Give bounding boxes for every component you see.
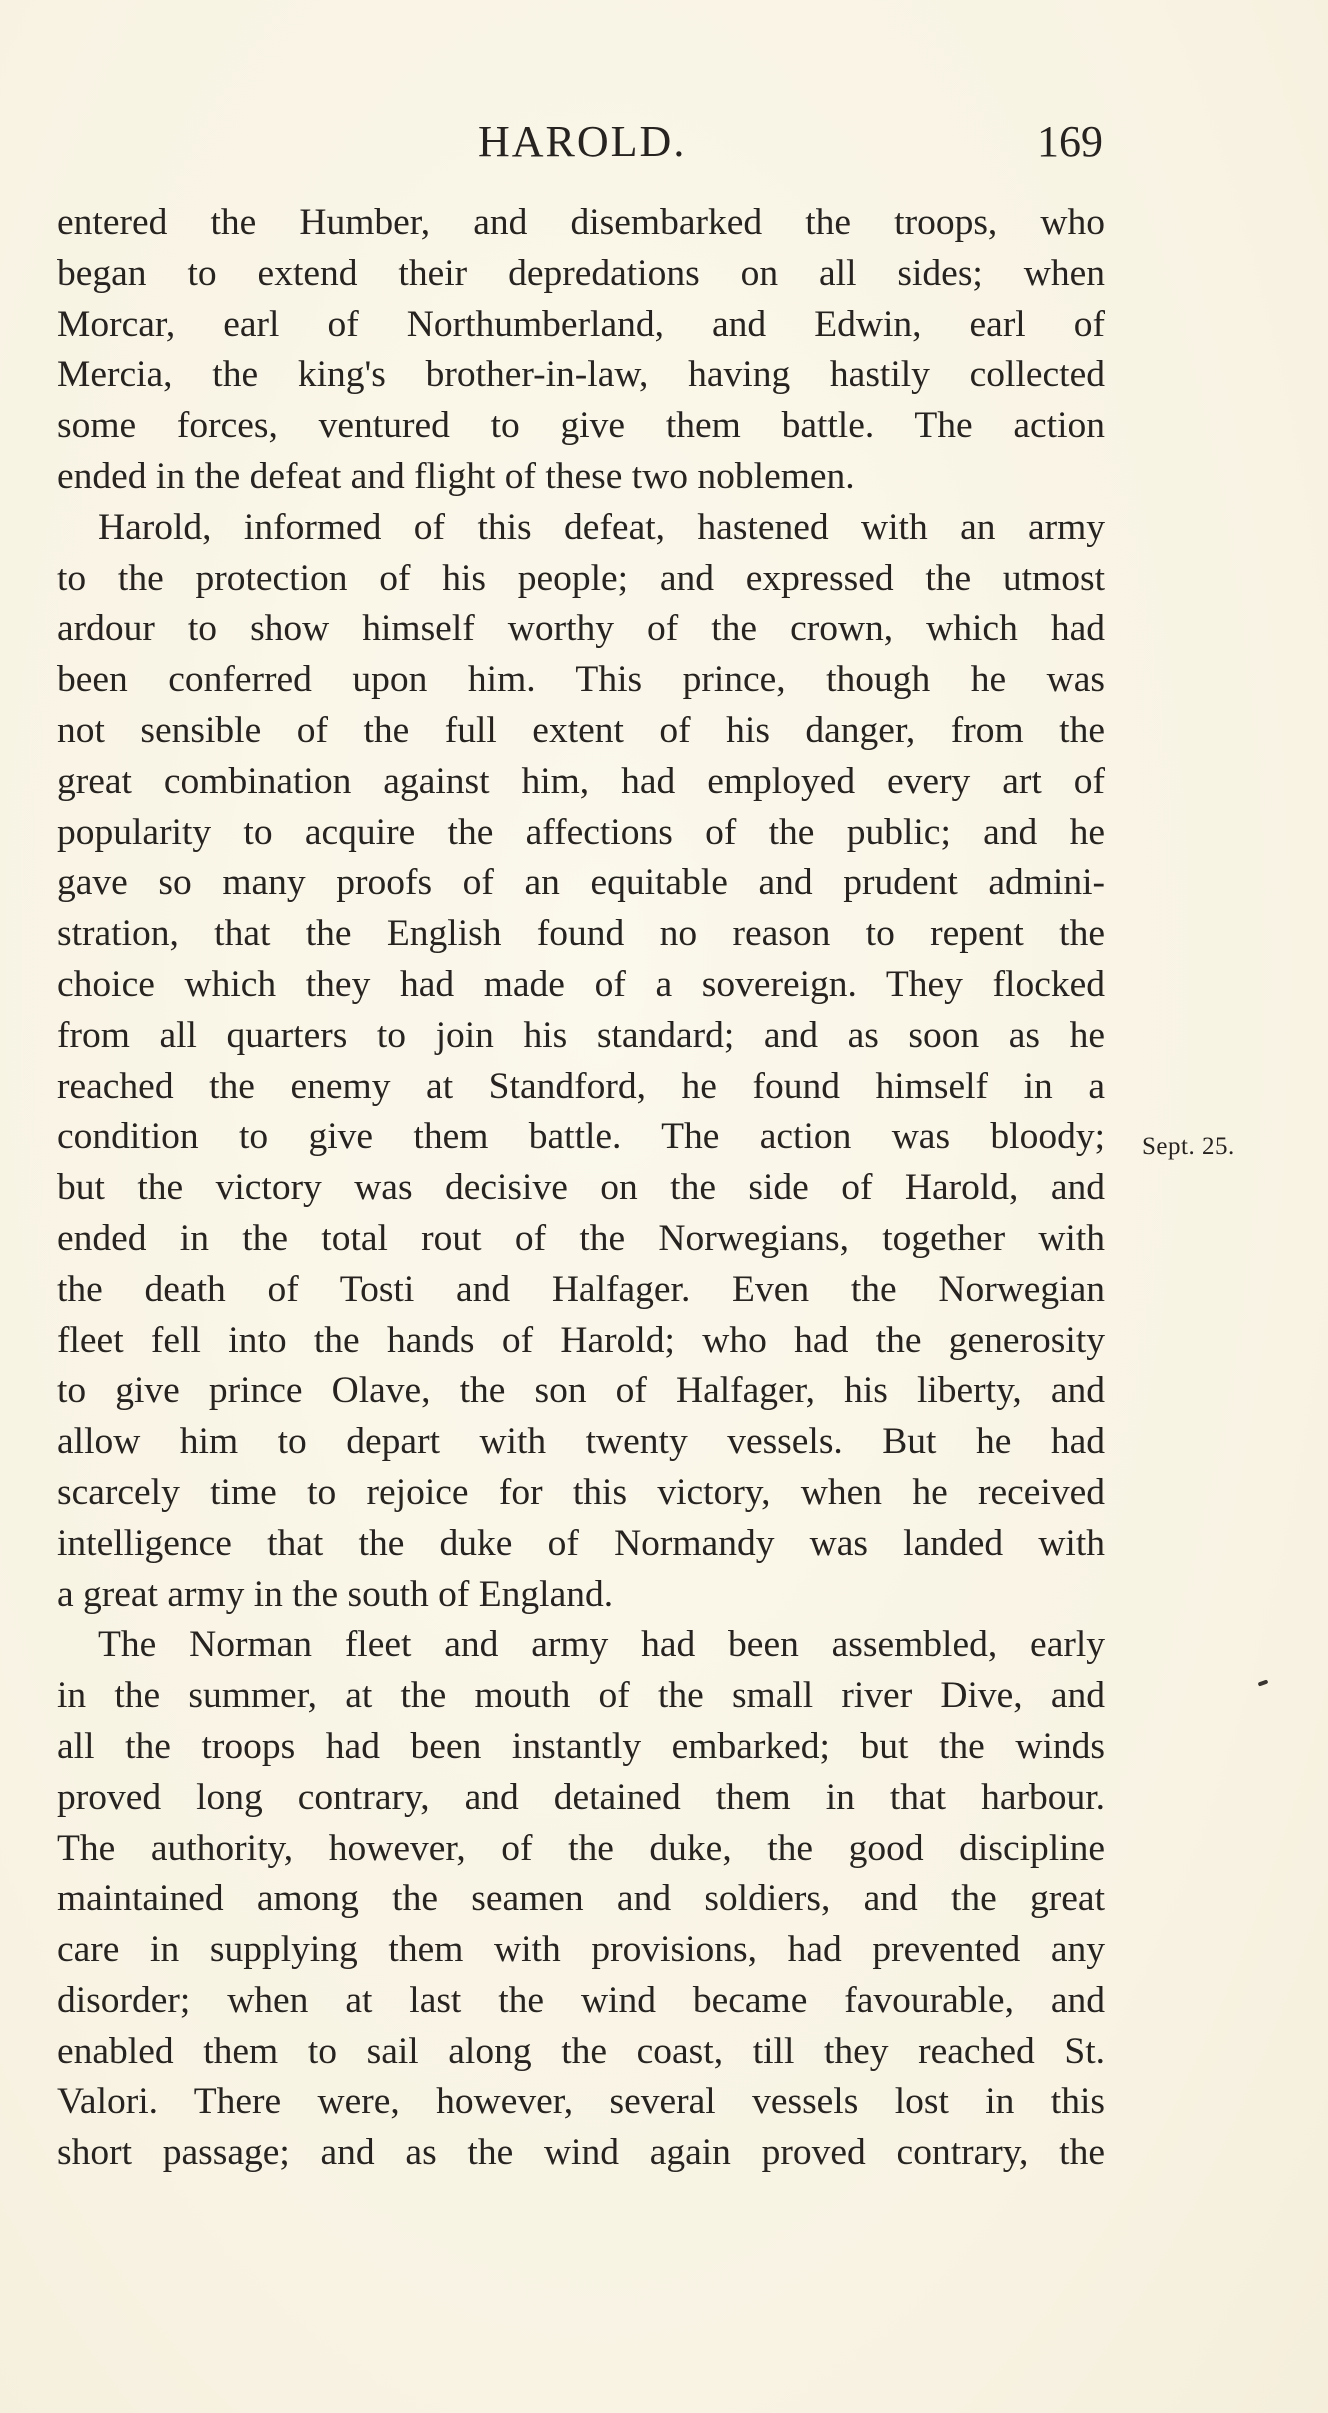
- text-line: The Norman fleet and army had been assembled, early: [98, 1624, 1105, 1666]
- text-line: but the victory was decisive on the side of Harold, and: [57, 1167, 1105, 1209]
- text-line: in the summer, at the mouth of the small river Dive, and: [57, 1675, 1105, 1717]
- body-text: [57, 198, 1105, 2179]
- text-line: allow him to depart with twenty vessels. But he had: [57, 1421, 1105, 1463]
- running-title: HAROLD.: [478, 117, 687, 166]
- text-line: ended in the defeat and flight of these two noblemen.: [57, 455, 855, 497]
- text-line: a great army in the south of England.: [57, 1573, 614, 1615]
- text-line: proved long contrary, and detained them in that harbour.: [57, 1776, 1105, 1818]
- text-line: Morcar, earl of Northumberland, and Edwin, earl of: [57, 303, 1105, 345]
- text-line: some forces, ventured to give them battle. The action: [57, 405, 1105, 447]
- text-line: condition to give them battle. The action was bloody;: [57, 1116, 1105, 1158]
- text-line: fleet fell into the hands of Harold; who had the generosity: [57, 1319, 1105, 1361]
- text-line: began to extend their depredations on all sides; when: [57, 252, 1105, 294]
- page-number: 169: [1037, 117, 1103, 166]
- text-line: intelligence that the duke of Normandy was landed with: [57, 1522, 1105, 1564]
- text-line: ardour to show himself worthy of the crown, which had: [57, 608, 1105, 650]
- text-line: stration, that the English found no reason to repent the: [57, 913, 1105, 955]
- text-line: Mercia, the king's brother-in-law, having hastily collected: [57, 354, 1105, 396]
- text-line: gave so many proofs of an equitable and prudent admini-: [57, 862, 1105, 904]
- text-line: to the protection of his people; and expressed the utmost: [57, 557, 1105, 599]
- text-line: to give prince Olave, the son of Halfager, his liberty, and: [57, 1370, 1105, 1412]
- text-line: all the troops had been instantly embarked; but the winds: [57, 1725, 1105, 1767]
- ink-speck: [1258, 1679, 1269, 1686]
- text-line: scarcely time to rejoice for this victory, when he received: [57, 1471, 1105, 1513]
- text-line: Harold, informed of this defeat, hastened with an army: [98, 506, 1105, 548]
- text-line: maintained among the seamen and soldiers, and the great: [57, 1878, 1105, 1920]
- margin-note-date: Sept. 25.: [1142, 1133, 1235, 1160]
- text-line: not sensible of the full extent of his danger, from the: [57, 709, 1105, 751]
- text-line: been conferred upon him. This prince, though he was: [57, 659, 1105, 701]
- text-line: reached the enemy at Standford, he found himself in a: [57, 1065, 1105, 1107]
- text-line: entered the Humber, and disembarked the troops, who: [57, 202, 1105, 243]
- text-line: care in supplying them with provisions, had prevented any: [57, 1929, 1105, 1971]
- text-line: the death of Tosti and Halfager. Even the Norwegian: [57, 1268, 1105, 1310]
- text-line: short passage; and as the wind again proved contrary, the: [57, 2132, 1105, 2174]
- text-line: disorder; when at last the wind became favourable, and: [57, 1979, 1105, 2021]
- text-line: great combination against him, had employed every art of: [57, 760, 1105, 802]
- text-line: Valori. There were, however, several vessels lost in this: [57, 2081, 1105, 2123]
- page-header: [0, 112, 1328, 172]
- text-line: popularity to acquire the affections of the public; and he: [57, 811, 1105, 853]
- text-line: enabled them to sail along the coast, till they reached St.: [57, 2030, 1105, 2072]
- text-line: ended in the total rout of the Norwegians, together with: [57, 1217, 1105, 1259]
- text-line: The authority, however, of the duke, the good discipline: [57, 1827, 1105, 1869]
- text-line: choice which they had made of a sovereign. They flocked: [57, 963, 1105, 1005]
- text-line: from all quarters to join his standard; and as soon as he: [57, 1014, 1105, 1056]
